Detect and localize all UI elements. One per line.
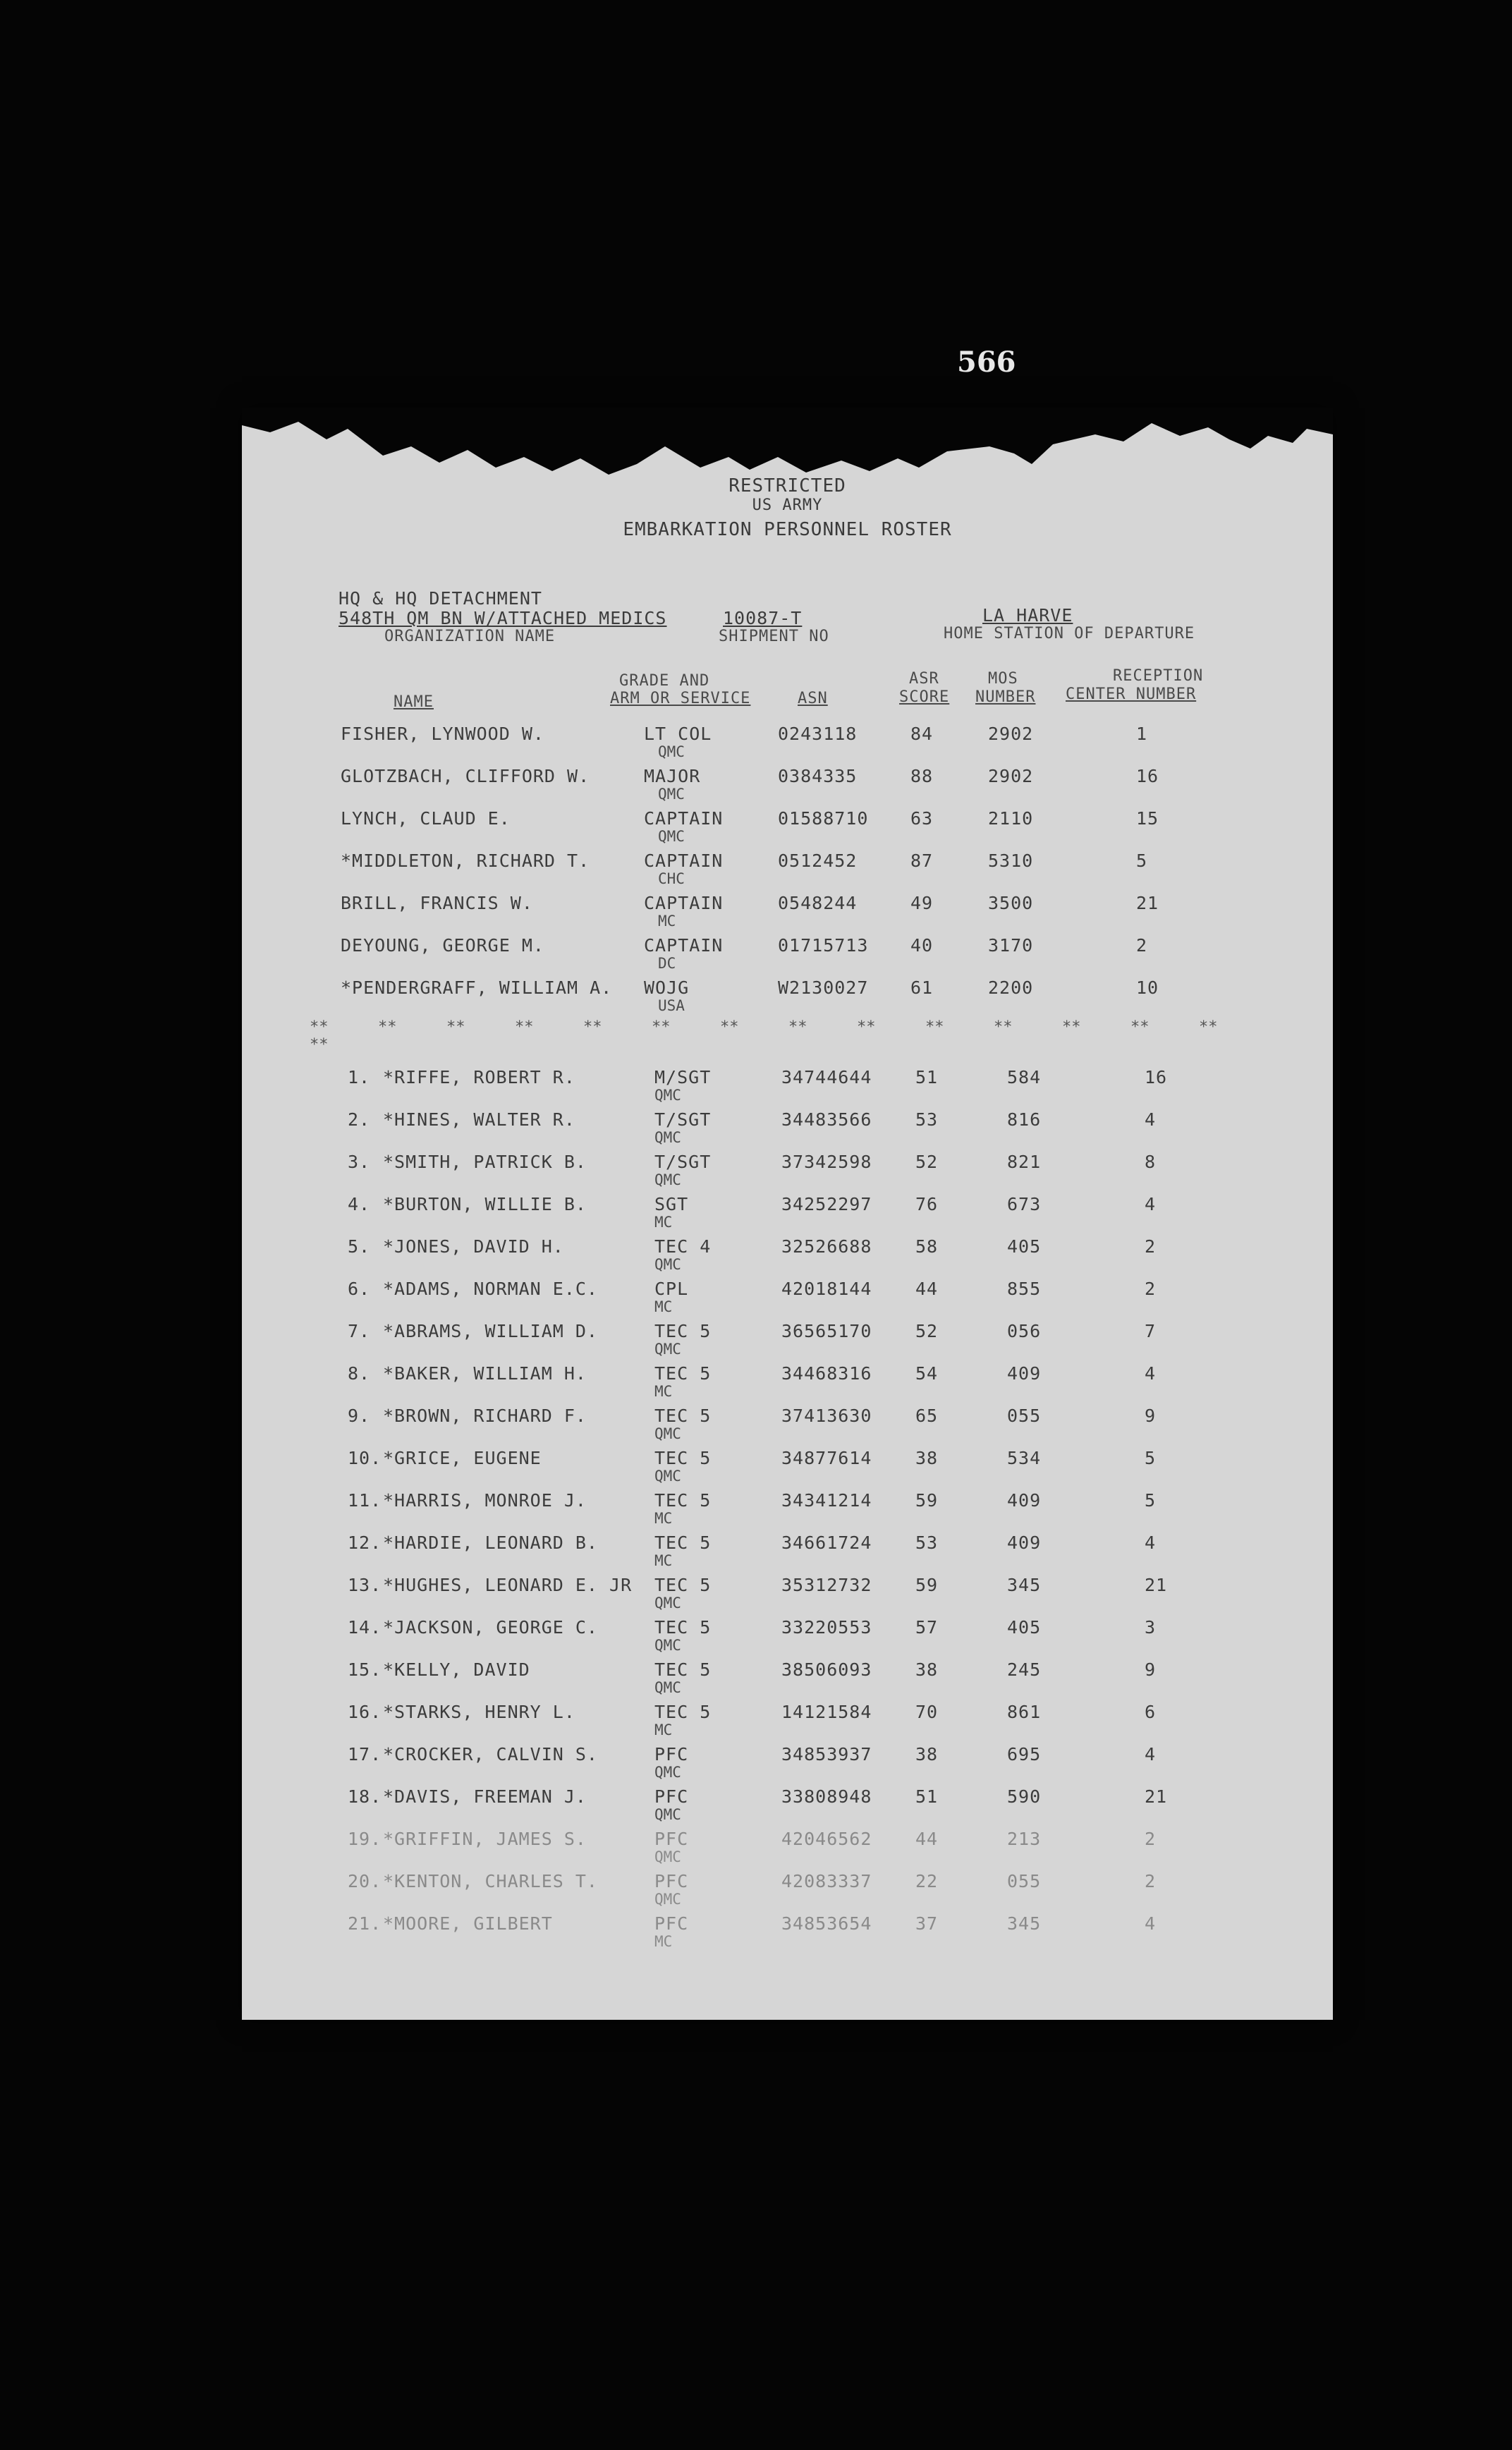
enlisted-grade: TEC 5 <box>654 1532 712 1553</box>
enlisted-rc: 7 <box>1145 1321 1157 1341</box>
enlisted-mos: 861 <box>1007 1702 1042 1722</box>
enlisted-grade: TEC 5 <box>654 1617 712 1638</box>
enlisted-arm: MC <box>654 1510 673 1527</box>
officer-arm: USA <box>658 997 685 1014</box>
enlisted-asr: 51 <box>915 1786 939 1807</box>
enlisted-grade: TEC 5 <box>654 1406 712 1426</box>
col-rc-header-bottom: CENTER NUMBER <box>1066 685 1197 703</box>
enlisted-grade: PFC <box>654 1871 689 1891</box>
enlisted-name: *BROWN, RICHARD F. <box>383 1406 587 1426</box>
enlisted-asn: 35312732 <box>781 1575 872 1595</box>
separator-mark: ** <box>378 1018 397 1036</box>
enlisted-number: 15. <box>348 1659 382 1680</box>
enlisted-asn: 42018144 <box>781 1279 872 1299</box>
enlisted-asr: 38 <box>915 1659 939 1680</box>
enlisted-grade: T/SGT <box>654 1109 712 1130</box>
enlisted-grade: PFC <box>654 1786 689 1807</box>
enlisted-asn: 33220553 <box>781 1617 872 1638</box>
enlisted-rc: 2 <box>1145 1236 1157 1257</box>
enlisted-number: 9. <box>348 1406 371 1426</box>
separator-mark: ** <box>925 1018 944 1036</box>
officer-grade: LT COL <box>644 724 712 744</box>
enlisted-mos: 695 <box>1007 1744 1042 1765</box>
enlisted-name: *MOORE, GILBERT <box>383 1913 553 1934</box>
officer-name: FISHER, LYNWOOD W. <box>341 724 544 744</box>
enlisted-row <box>242 1659 1333 1699</box>
enlisted-number: 10. <box>348 1448 382 1468</box>
enlisted-grade: TEC 5 <box>654 1321 712 1341</box>
enlisted-rc: 2 <box>1145 1829 1157 1849</box>
enlisted-name: *HUGHES, LEONARD E. JR <box>383 1575 633 1595</box>
enlisted-asr: 54 <box>915 1363 939 1384</box>
enlisted-row <box>242 1406 1333 1445</box>
enlisted-grade: PFC <box>654 1913 689 1934</box>
separator-mark: ** <box>994 1018 1013 1036</box>
officer-row <box>242 724 1333 763</box>
officer-row <box>242 766 1333 805</box>
enlisted-number: 3. <box>348 1152 371 1172</box>
enlisted-number: 6. <box>348 1279 371 1299</box>
enlisted-name: *SMITH, PATRICK B. <box>383 1152 587 1172</box>
officer-asr: 63 <box>910 808 934 829</box>
enlisted-row <box>242 1575 1333 1614</box>
enlisted-name: *ABRAMS, WILLIAM D. <box>383 1321 598 1341</box>
home-station-label: HOME STATION OF DEPARTURE <box>944 625 1195 642</box>
officer-mos: 2110 <box>988 808 1034 829</box>
officer-mos: 5310 <box>988 851 1034 871</box>
enlisted-mos: 409 <box>1007 1490 1042 1511</box>
roster-page <box>242 408 1333 2020</box>
separator-mark: ** <box>1199 1018 1218 1036</box>
officer-arm: QMC <box>658 743 685 760</box>
enlisted-asn: 42083337 <box>781 1871 872 1891</box>
officer-grade: CAPTAIN <box>644 808 724 829</box>
officer-rc: 16 <box>1136 766 1159 786</box>
officer-name: GLOTZBACH, CLIFFORD W. <box>341 766 590 786</box>
officer-arm: MC <box>658 913 676 930</box>
enlisted-asn: 34853937 <box>781 1744 872 1765</box>
enlisted-row <box>242 1829 1333 1868</box>
enlisted-mos: 855 <box>1007 1279 1042 1299</box>
enlisted-grade: PFC <box>654 1829 689 1849</box>
officer-asr: 61 <box>910 977 934 998</box>
enlisted-row <box>242 1321 1333 1360</box>
officer-name: LYNCH, CLAUD E. <box>341 808 511 829</box>
col-asn-header: ASN <box>798 690 828 707</box>
enlisted-arm: QMC <box>654 1891 681 1908</box>
enlisted-asn: 34877614 <box>781 1448 872 1468</box>
enlisted-asr: 38 <box>915 1744 939 1765</box>
enlisted-row <box>242 1786 1333 1826</box>
enlisted-rc: 4 <box>1145 1532 1157 1553</box>
enlisted-number: 13. <box>348 1575 382 1595</box>
enlisted-asn: 38506093 <box>781 1659 872 1680</box>
officer-arm: CHC <box>658 870 685 887</box>
enlisted-number: 14. <box>348 1617 382 1638</box>
enlisted-asr: 37 <box>915 1913 939 1934</box>
enlisted-asr: 51 <box>915 1067 939 1087</box>
officer-asr: 40 <box>910 935 934 956</box>
enlisted-asn: 14121584 <box>781 1702 872 1722</box>
separator-mark: ** <box>310 1036 329 1054</box>
enlisted-name: *HARRIS, MONROE J. <box>383 1490 587 1511</box>
officer-asn: 0548244 <box>778 893 858 913</box>
officer-grade: CAPTAIN <box>644 851 724 871</box>
enlisted-grade: T/SGT <box>654 1152 712 1172</box>
enlisted-rc: 9 <box>1145 1406 1157 1426</box>
enlisted-number: 7. <box>348 1321 371 1341</box>
officer-arm: QMC <box>658 828 685 845</box>
organization-line1: HQ & HQ DETACHMENT <box>339 588 542 609</box>
enlisted-grade: CPL <box>654 1279 689 1299</box>
enlisted-mos: 405 <box>1007 1617 1042 1638</box>
enlisted-mos: 345 <box>1007 1575 1042 1595</box>
officer-grade: CAPTAIN <box>644 893 724 913</box>
enlisted-asr: 58 <box>915 1236 939 1257</box>
enlisted-arm: QMC <box>654 1087 681 1104</box>
enlisted-asn: 37342598 <box>781 1152 872 1172</box>
enlisted-mos: 816 <box>1007 1109 1042 1130</box>
separator-mark: ** <box>720 1018 739 1036</box>
enlisted-name: *STARKS, HENRY L. <box>383 1702 575 1722</box>
enlisted-row <box>242 1363 1333 1403</box>
enlisted-grade: TEC 4 <box>654 1236 712 1257</box>
enlisted-row <box>242 1744 1333 1784</box>
section-separator <box>310 1018 1311 1054</box>
enlisted-name: *ADAMS, NORMAN E.C. <box>383 1279 598 1299</box>
enlisted-rc: 16 <box>1145 1067 1168 1087</box>
enlisted-grade: M/SGT <box>654 1067 712 1087</box>
enlisted-row <box>242 1448 1333 1487</box>
separator-mark: ** <box>788 1018 807 1036</box>
enlisted-rc: 5 <box>1145 1490 1157 1511</box>
enlisted-mos: 584 <box>1007 1067 1042 1087</box>
col-grade-header-bottom: ARM OR SERVICE <box>610 690 751 707</box>
col-name-header: NAME <box>394 693 434 711</box>
enlisted-number: 21. <box>348 1913 382 1934</box>
home-station: LA HARVE <box>982 605 1073 626</box>
enlisted-name: *JONES, DAVID H. <box>383 1236 564 1257</box>
enlisted-number: 20. <box>348 1871 382 1891</box>
enlisted-asn: 34853654 <box>781 1913 872 1934</box>
enlisted-asr: 53 <box>915 1109 939 1130</box>
enlisted-asr: 70 <box>915 1702 939 1722</box>
officer-grade: WOJG <box>644 977 690 998</box>
officer-row <box>242 935 1333 975</box>
officer-rc: 5 <box>1136 851 1148 871</box>
enlisted-arm: QMC <box>654 1806 681 1823</box>
enlisted-asn: 34483566 <box>781 1109 872 1130</box>
enlisted-grade: SGT <box>654 1194 689 1214</box>
officer-arm: DC <box>658 955 676 972</box>
enlisted-name: *KELLY, DAVID <box>383 1659 530 1680</box>
officer-asn: 0384335 <box>778 766 858 786</box>
officer-row <box>242 851 1333 890</box>
officer-name: *MIDDLETON, RICHARD T. <box>341 851 590 871</box>
separator-mark: ** <box>583 1018 602 1036</box>
enlisted-arm: QMC <box>654 1764 681 1781</box>
enlisted-rc: 3 <box>1145 1617 1157 1638</box>
organization-line2: 548TH QM BN W/ATTACHED MEDICS <box>339 608 667 628</box>
enlisted-grade: TEC 5 <box>654 1448 712 1468</box>
enlisted-asn: 34661724 <box>781 1532 872 1553</box>
enlisted-asn: 34744644 <box>781 1067 872 1087</box>
enlisted-asr: 65 <box>915 1406 939 1426</box>
enlisted-number: 18. <box>348 1786 382 1807</box>
enlisted-number: 19. <box>348 1829 382 1849</box>
enlisted-arm: QMC <box>654 1425 681 1442</box>
officer-rc: 1 <box>1136 724 1148 744</box>
separator-mark: ** <box>1062 1018 1081 1036</box>
enlisted-arm: QMC <box>654 1848 681 1865</box>
officer-mos: 2902 <box>988 766 1034 786</box>
enlisted-row <box>242 1279 1333 1318</box>
officer-row <box>242 977 1333 1017</box>
officer-row <box>242 808 1333 848</box>
enlisted-arm: QMC <box>654 1129 681 1146</box>
enlisted-asn: 33808948 <box>781 1786 872 1807</box>
page-number: 566 <box>957 346 1016 379</box>
enlisted-number: 2. <box>348 1109 371 1130</box>
enlisted-asr: 59 <box>915 1575 939 1595</box>
enlisted-arm: QMC <box>654 1256 681 1273</box>
officer-name: BRILL, FRANCIS W. <box>341 893 533 913</box>
enlisted-rc: 4 <box>1145 1363 1157 1384</box>
enlisted-arm: QMC <box>654 1679 681 1696</box>
officer-rc: 15 <box>1136 808 1159 829</box>
enlisted-number: 17. <box>348 1744 382 1765</box>
enlisted-mos: 213 <box>1007 1829 1042 1849</box>
enlisted-row <box>242 1913 1333 1953</box>
enlisted-arm: MC <box>654 1214 673 1231</box>
col-grade-header-top: GRADE AND <box>619 672 710 690</box>
enlisted-name: *BAKER, WILLIAM H. <box>383 1363 587 1384</box>
enlisted-number: 8. <box>348 1363 371 1384</box>
officer-asn: 01715713 <box>778 935 869 956</box>
enlisted-mos: 534 <box>1007 1448 1042 1468</box>
enlisted-asr: 57 <box>915 1617 939 1638</box>
col-asr-header-bottom: SCORE <box>899 688 950 706</box>
enlisted-rc: 9 <box>1145 1659 1157 1680</box>
enlisted-row <box>242 1871 1333 1910</box>
officer-mos: 2200 <box>988 977 1034 998</box>
enlisted-rc: 2 <box>1145 1871 1157 1891</box>
enlisted-name: *CROCKER, CALVIN S. <box>383 1744 598 1765</box>
col-mos-header-top: MOS <box>988 670 1018 688</box>
enlisted-mos: 056 <box>1007 1321 1042 1341</box>
enlisted-rc: 21 <box>1145 1786 1168 1807</box>
enlisted-row <box>242 1532 1333 1572</box>
enlisted-grade: TEC 5 <box>654 1363 712 1384</box>
officer-row <box>242 893 1333 932</box>
enlisted-rc: 4 <box>1145 1913 1157 1934</box>
enlisted-asn: 36565170 <box>781 1321 872 1341</box>
enlisted-asn: 42046562 <box>781 1829 872 1849</box>
enlisted-mos: 245 <box>1007 1659 1042 1680</box>
enlisted-number: 1. <box>348 1067 371 1087</box>
organization-label: ORGANIZATION NAME <box>384 628 556 645</box>
separator-mark: ** <box>1130 1018 1150 1036</box>
enlisted-grade: TEC 5 <box>654 1575 712 1595</box>
enlisted-name: *RIFFE, ROBERT R. <box>383 1067 575 1087</box>
officer-asr: 84 <box>910 724 934 744</box>
enlisted-mos: 409 <box>1007 1363 1042 1384</box>
separator-mark: ** <box>515 1018 534 1036</box>
enlisted-mos: 345 <box>1007 1913 1042 1934</box>
enlisted-number: 16. <box>348 1702 382 1722</box>
enlisted-asr: 53 <box>915 1532 939 1553</box>
enlisted-row <box>242 1617 1333 1657</box>
enlisted-name: *HARDIE, LEONARD B. <box>383 1532 598 1553</box>
enlisted-arm: QMC <box>654 1171 681 1188</box>
enlisted-arm: QMC <box>654 1341 681 1358</box>
enlisted-row <box>242 1236 1333 1276</box>
enlisted-arm: MC <box>654 1298 673 1315</box>
enlisted-arm: QMC <box>654 1637 681 1654</box>
enlisted-asr: 59 <box>915 1490 939 1511</box>
officer-name: *PENDERGRAFF, WILLIAM A. <box>341 977 613 998</box>
officer-mos: 3500 <box>988 893 1034 913</box>
col-rc-header-top: RECEPTION <box>1113 667 1204 685</box>
separator-mark: ** <box>446 1018 465 1036</box>
officer-asr: 88 <box>910 766 934 786</box>
enlisted-asr: 44 <box>915 1829 939 1849</box>
enlisted-grade: TEC 5 <box>654 1659 712 1680</box>
enlisted-asn: 34468316 <box>781 1363 872 1384</box>
enlisted-grade: TEC 5 <box>654 1490 712 1511</box>
officer-grade: MAJOR <box>644 766 701 786</box>
agency-line: US ARMY <box>752 496 823 514</box>
enlisted-row <box>242 1067 1333 1107</box>
enlisted-rc: 2 <box>1145 1279 1157 1299</box>
officer-asn: 0243118 <box>778 724 858 744</box>
enlisted-mos: 590 <box>1007 1786 1042 1807</box>
enlisted-rc: 8 <box>1145 1152 1157 1172</box>
enlisted-number: 4. <box>348 1194 371 1214</box>
enlisted-arm: MC <box>654 1552 673 1569</box>
enlisted-name: *JACKSON, GEORGE C. <box>383 1617 598 1638</box>
officer-asn: 01588710 <box>778 808 869 829</box>
enlisted-name: *GRIFFIN, JAMES S. <box>383 1829 587 1849</box>
enlisted-rc: 6 <box>1145 1702 1157 1722</box>
separator-mark: ** <box>857 1018 876 1036</box>
classification-stamp: RESTRICTED <box>728 475 846 496</box>
enlisted-mos: 409 <box>1007 1532 1042 1553</box>
shipment-label: SHIPMENT NO <box>719 628 829 645</box>
officer-asr: 87 <box>910 851 934 871</box>
enlisted-grade: PFC <box>654 1744 689 1765</box>
col-asr-header-top: ASR <box>909 670 939 688</box>
enlisted-mos: 405 <box>1007 1236 1042 1257</box>
enlisted-arm: MC <box>654 1721 673 1738</box>
enlisted-rc: 4 <box>1145 1109 1157 1130</box>
enlisted-grade: TEC 5 <box>654 1702 712 1722</box>
enlisted-asr: 76 <box>915 1194 939 1214</box>
enlisted-asr: 44 <box>915 1279 939 1299</box>
enlisted-row <box>242 1152 1333 1191</box>
separator-mark: ** <box>310 1018 329 1036</box>
officer-grade: CAPTAIN <box>644 935 724 956</box>
enlisted-rc: 5 <box>1145 1448 1157 1468</box>
enlisted-name: *GRICE, EUGENE <box>383 1448 542 1468</box>
enlisted-mos: 055 <box>1007 1871 1042 1891</box>
enlisted-asr: 38 <box>915 1448 939 1468</box>
officer-rc: 10 <box>1136 977 1159 998</box>
document-title: EMBARKATION PERSONNEL ROSTER <box>623 519 952 540</box>
officer-mos: 2902 <box>988 724 1034 744</box>
officer-rc: 21 <box>1136 893 1159 913</box>
enlisted-rc: 21 <box>1145 1575 1168 1595</box>
enlisted-name: *KENTON, CHARLES T. <box>383 1871 598 1891</box>
enlisted-asr: 52 <box>915 1152 939 1172</box>
officer-mos: 3170 <box>988 935 1034 956</box>
enlisted-mos: 055 <box>1007 1406 1042 1426</box>
enlisted-name: *BURTON, WILLIE B. <box>383 1194 587 1214</box>
enlisted-mos: 673 <box>1007 1194 1042 1214</box>
enlisted-asr: 22 <box>915 1871 939 1891</box>
enlisted-arm: MC <box>654 1383 673 1400</box>
enlisted-number: 12. <box>348 1532 382 1553</box>
enlisted-asn: 32526688 <box>781 1236 872 1257</box>
officer-rc: 2 <box>1136 935 1148 956</box>
enlisted-name: *HINES, WALTER R. <box>383 1109 575 1130</box>
enlisted-row <box>242 1194 1333 1233</box>
separator-mark: ** <box>652 1018 671 1036</box>
col-mos-header-bottom: NUMBER <box>975 688 1036 706</box>
enlisted-rc: 4 <box>1145 1744 1157 1765</box>
enlisted-number: 11. <box>348 1490 382 1511</box>
officer-asn: 0512452 <box>778 851 858 871</box>
officer-asr: 49 <box>910 893 934 913</box>
officer-asn: W2130027 <box>778 977 869 998</box>
officer-arm: QMC <box>658 786 685 803</box>
enlisted-number: 5. <box>348 1236 371 1257</box>
enlisted-row <box>242 1109 1333 1149</box>
enlisted-name: *DAVIS, FREEMAN J. <box>383 1786 587 1807</box>
enlisted-rc: 4 <box>1145 1194 1157 1214</box>
enlisted-arm: MC <box>654 1933 673 1950</box>
enlisted-asn: 34341214 <box>781 1490 872 1511</box>
officer-name: DEYOUNG, GEORGE M. <box>341 935 544 956</box>
enlisted-arm: QMC <box>654 1595 681 1611</box>
enlisted-asr: 52 <box>915 1321 939 1341</box>
enlisted-row <box>242 1702 1333 1741</box>
shipment-number: 10087-T <box>723 608 803 628</box>
enlisted-arm: QMC <box>654 1468 681 1485</box>
enlisted-row <box>242 1490 1333 1530</box>
enlisted-asn: 34252297 <box>781 1194 872 1214</box>
enlisted-mos: 821 <box>1007 1152 1042 1172</box>
enlisted-asn: 37413630 <box>781 1406 872 1426</box>
